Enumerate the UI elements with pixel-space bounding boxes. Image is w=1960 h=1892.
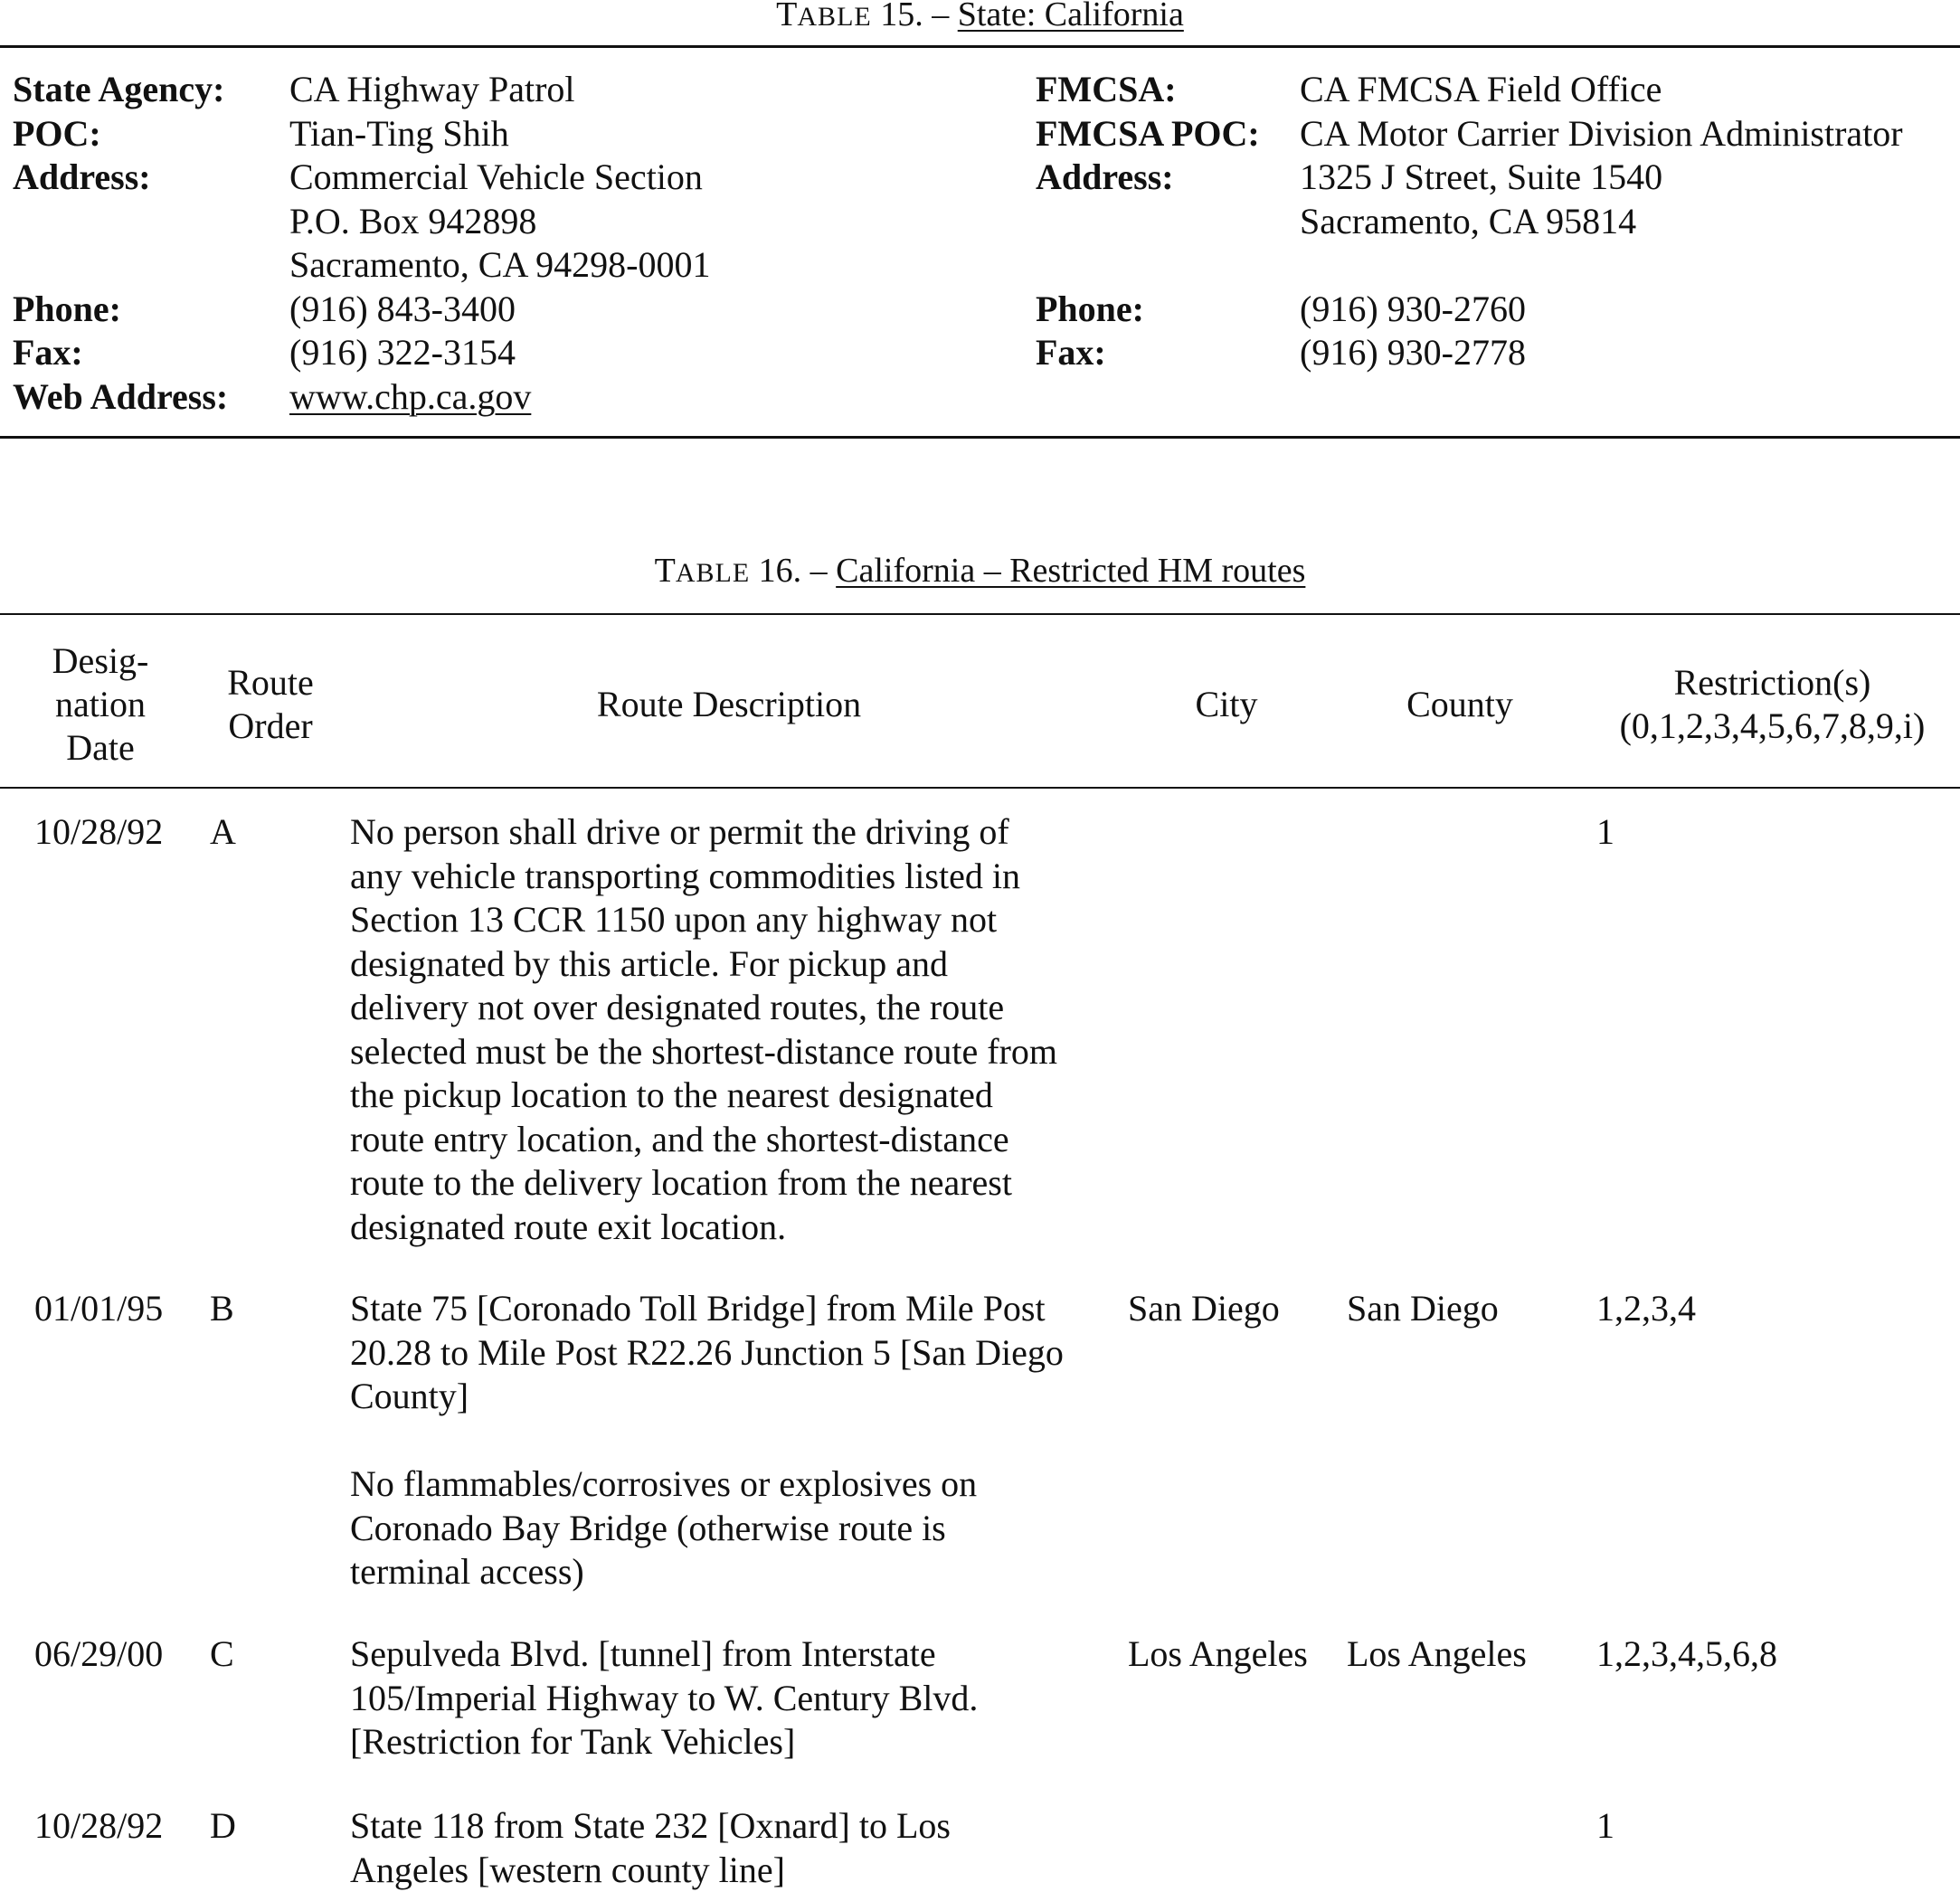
header-restrictions-line-1: Restriction(s) [1585,661,1960,705]
row-b-note [350,1462,1114,1594]
row-c-city: Los Angeles [1128,1632,1308,1677]
header-designation-date [0,639,201,770]
state-address-line-1: Commercial Vehicle Section [289,156,711,200]
row-b-note-line: terminal access) [350,1550,1114,1594]
row-c-order: C [210,1632,234,1677]
fmcsa-phone-value: (916) 930-2760 [1300,288,1903,332]
fmcsa-values [1300,68,1903,375]
row-d-description [350,1804,1114,1892]
row-d-restrictions: 1 [1596,1804,1614,1849]
state-fax-value: (916) 322-3154 [289,331,711,375]
fmcsa-address-label: Address: [1036,156,1260,200]
row-c-desc-line: [Restriction for Tank Vehicles] [350,1720,1114,1764]
state-address-line-2: P.O. Box 942898 [289,200,711,244]
table16-caption-prefix-rest: ABLE [676,558,750,588]
row-c-desc-line: Sepulveda Blvd. [tunnel] from Interstate [350,1632,1114,1677]
row-b-description [350,1287,1114,1419]
row-a-restrictions: 1 [1596,810,1614,855]
row-c-description [350,1632,1114,1764]
table16-caption-title: California – Restricted HM routes [836,552,1305,590]
table15-caption-prefix-rest: ABLE [797,2,871,32]
table15-caption-number: 15. – [872,0,958,33]
row-b-order: B [210,1287,234,1331]
row-b-county: San Diego [1347,1287,1499,1331]
row-a-desc-line: any vehicle transporting commodities listed in [350,855,1114,899]
row-c-desc-line: 105/Imperial Highway to W. Century Blvd. [350,1677,1114,1721]
row-a-desc-line: designated by this article. For pickup and [350,942,1114,987]
state-labels [13,68,228,419]
table16-header-rule [0,787,1960,789]
fmcsa-poc-value: CA Motor Carrier Division Administrator [1300,112,1903,156]
row-a-desc-line: route to the delivery location from the nearest [350,1161,1114,1206]
row-b-city: San Diego [1128,1287,1280,1331]
header-designation-line-1: Desig- [0,639,201,683]
state-values [289,68,711,419]
row-c-restrictions: 1,2,3,4,5,6,8 [1596,1632,1777,1677]
state-phone-label: Phone: [13,288,228,332]
fmcsa-fax-value: (916) 930-2778 [1300,331,1903,375]
state-agency-label: State Agency: [13,68,228,112]
row-a-desc-line: No person shall drive or permit the driving of [350,810,1114,855]
header-route-order-line-2: Order [201,705,340,748]
fmcsa-fax-label: Fax: [1036,331,1260,375]
fmcsa-phone-label: Phone: [1036,288,1260,332]
row-d-desc-line: Angeles [western county line] [350,1849,1114,1892]
table15-caption-prefix-first: T [776,0,797,33]
row-a-order: A [210,810,236,855]
header-city: City [1118,683,1335,726]
fmcsa-labels [1036,68,1260,375]
state-web-label: Web Address: [13,375,228,420]
row-a-desc-line: the pickup location to the nearest designated [350,1074,1114,1118]
header-route-description: Route Description [340,683,1118,726]
row-b-note-line: Coronado Bay Bridge (otherwise route is [350,1507,1114,1551]
row-a-desc-line: route entry location, and the shortest-distance [350,1118,1114,1162]
row-c-date: 06/29/00 [34,1632,163,1677]
state-web-link[interactable]: www.chp.ca.gov [289,376,531,417]
row-d-order: D [210,1804,236,1849]
header-route-order [201,661,340,748]
fmcsa-office-value: CA FMCSA Field Office [1300,68,1903,112]
state-address-label: Address: [13,156,228,200]
row-a-desc-line: selected must be the shortest-distance route from [350,1030,1114,1074]
row-b-desc-line: County] [350,1375,1114,1419]
table16-top-rule [0,613,1960,615]
table15-top-rule [0,45,1960,48]
header-designation-line-2: nation [0,683,201,726]
table15-bottom-rule [0,436,1960,439]
header-restrictions [1585,661,1960,748]
table16-caption-number: 16. – [750,552,836,590]
row-b-desc-line: 20.28 to Mile Post R22.26 Junction 5 [San Diego [350,1331,1114,1376]
fmcsa-address-line-2: Sacramento, CA 95814 [1300,200,1903,244]
header-restrictions-line-2: (0,1,2,3,4,5,6,7,8,9,i) [1585,705,1960,748]
state-agency-value: CA Highway Patrol [289,68,711,112]
state-phone-value: (916) 843-3400 [289,288,711,332]
fmcsa-address-line-1: 1325 J Street, Suite 1540 [1300,156,1903,200]
state-fax-label: Fax: [13,331,228,375]
fmcsa-office-label: FMCSA: [1036,68,1260,112]
table15-caption-title: State: California [958,0,1184,33]
row-c-county: Los Angeles [1347,1632,1527,1677]
header-county: County [1335,683,1585,726]
state-address-line-3: Sacramento, CA 94298-0001 [289,243,711,288]
row-b-restrictions: 1,2,3,4 [1596,1287,1696,1331]
row-a-description [350,810,1114,1249]
fmcsa-poc-label: FMCSA POC: [1036,112,1260,156]
row-d-desc-line: State 118 from State 232 [Oxnard] to Los [350,1804,1114,1849]
table16-caption [0,553,1960,591]
row-a-desc-line: delivery not over designated routes, the route [350,986,1114,1030]
row-d-date: 10/28/92 [34,1804,163,1849]
header-designation-line-3: Date [0,726,201,770]
row-b-desc-line: State 75 [Coronado Toll Bridge] from Mile Post [350,1287,1114,1331]
row-a-date: 10/28/92 [34,810,163,855]
row-a-desc-line: Section 13 CCR 1150 upon any highway not [350,898,1114,942]
table16-caption-prefix-first: T [655,552,676,590]
header-route-order-line-1: Route [201,661,340,705]
table15-caption [0,0,1960,35]
row-b-note-line: No flammables/corrosives or explosives on [350,1462,1114,1507]
row-a-desc-line: designated route exit location. [350,1206,1114,1250]
row-b-date: 01/01/95 [34,1287,163,1331]
state-poc-value: Tian-Ting Shih [289,112,711,156]
state-poc-label: POC: [13,112,228,156]
